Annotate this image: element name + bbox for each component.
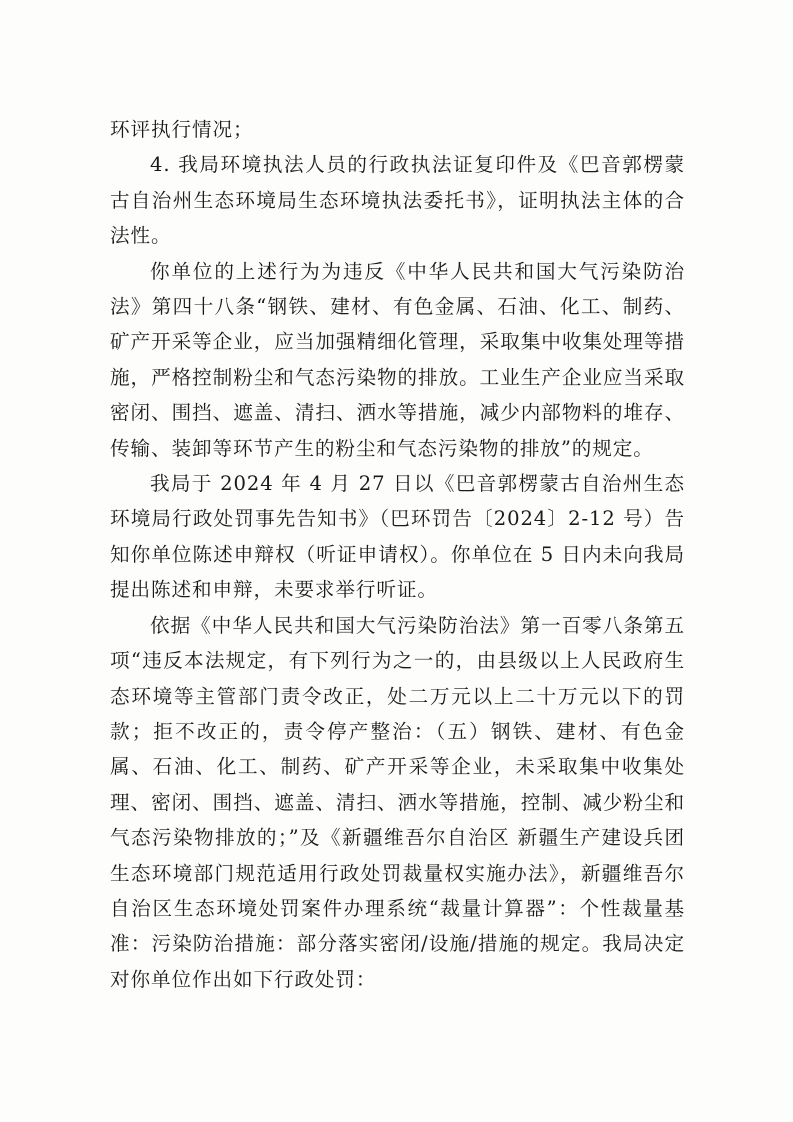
paragraph-evidence-item-4: 4. 我局环境执法人员的行政执法证复印件及《巴音郭楞蒙古自治州生态环境局生态环境执法委托书》，证明执法主体的合法性。	[110, 153, 685, 248]
paragraph-notice: 我局于 2024 年 4 月 27 日以《巴音郭楞蒙古自治州生态环境局行政处罚事先告知书》（巴环罚告〔2024〕2-12 号）告知你单位陈述申辩权（听证申请权）。你单位在 5 日内未向我局提出陈述和申辩，未要求举行听证。	[110, 472, 685, 602]
paragraph-continuation: 环评执行情况；	[110, 118, 254, 141]
paragraph-legal-basis: 依据《中华人民共和国大气污染防治法》第一百零八条第五项“违反本法规定，有下列行为之一的，由县级以上人民政府生态环境等主管部门责令改正，处二万元以上二十万元以下的罚款；拒不改正的，责令停产整治：（五）钢铁、建材、有色金属、石油、化工、制药、矿产开采等企业，未采取集中收集处理、密闭、围挡、遮盖、清扫、洒水等措施，控制、减少粉尘和气态污染物排放的；”及《新疆维吾尔自治区 新疆生产建设兵团生态环境部门规范适用行政处罚裁量权实施办法》，新疆维吾尔自治区生态环境处罚案件办理系统“裁量计算器”：个性裁量基准：污染防治措施：部分落实密闭/设施/措施的规定。我局决定对你单位作出如下行政处罚：	[110, 613, 685, 991]
paragraph-violation: 你单位的上述行为为违反《中华人民共和国大气污染防治法》第四十八条“钢铁、建材、有色金属、石油、化工、制药、矿产开采等企业，应当加强精细化管理，采取集中收集处理等措施，严格控制粉尘和气态污染物的排放。工业生产企业应当采取密闭、围挡、遮盖、清扫、洒水等措施，减少内部物料的堆存、传输、装卸等环节产生的粉尘和气态污染物的排放”的规定。	[110, 259, 685, 460]
